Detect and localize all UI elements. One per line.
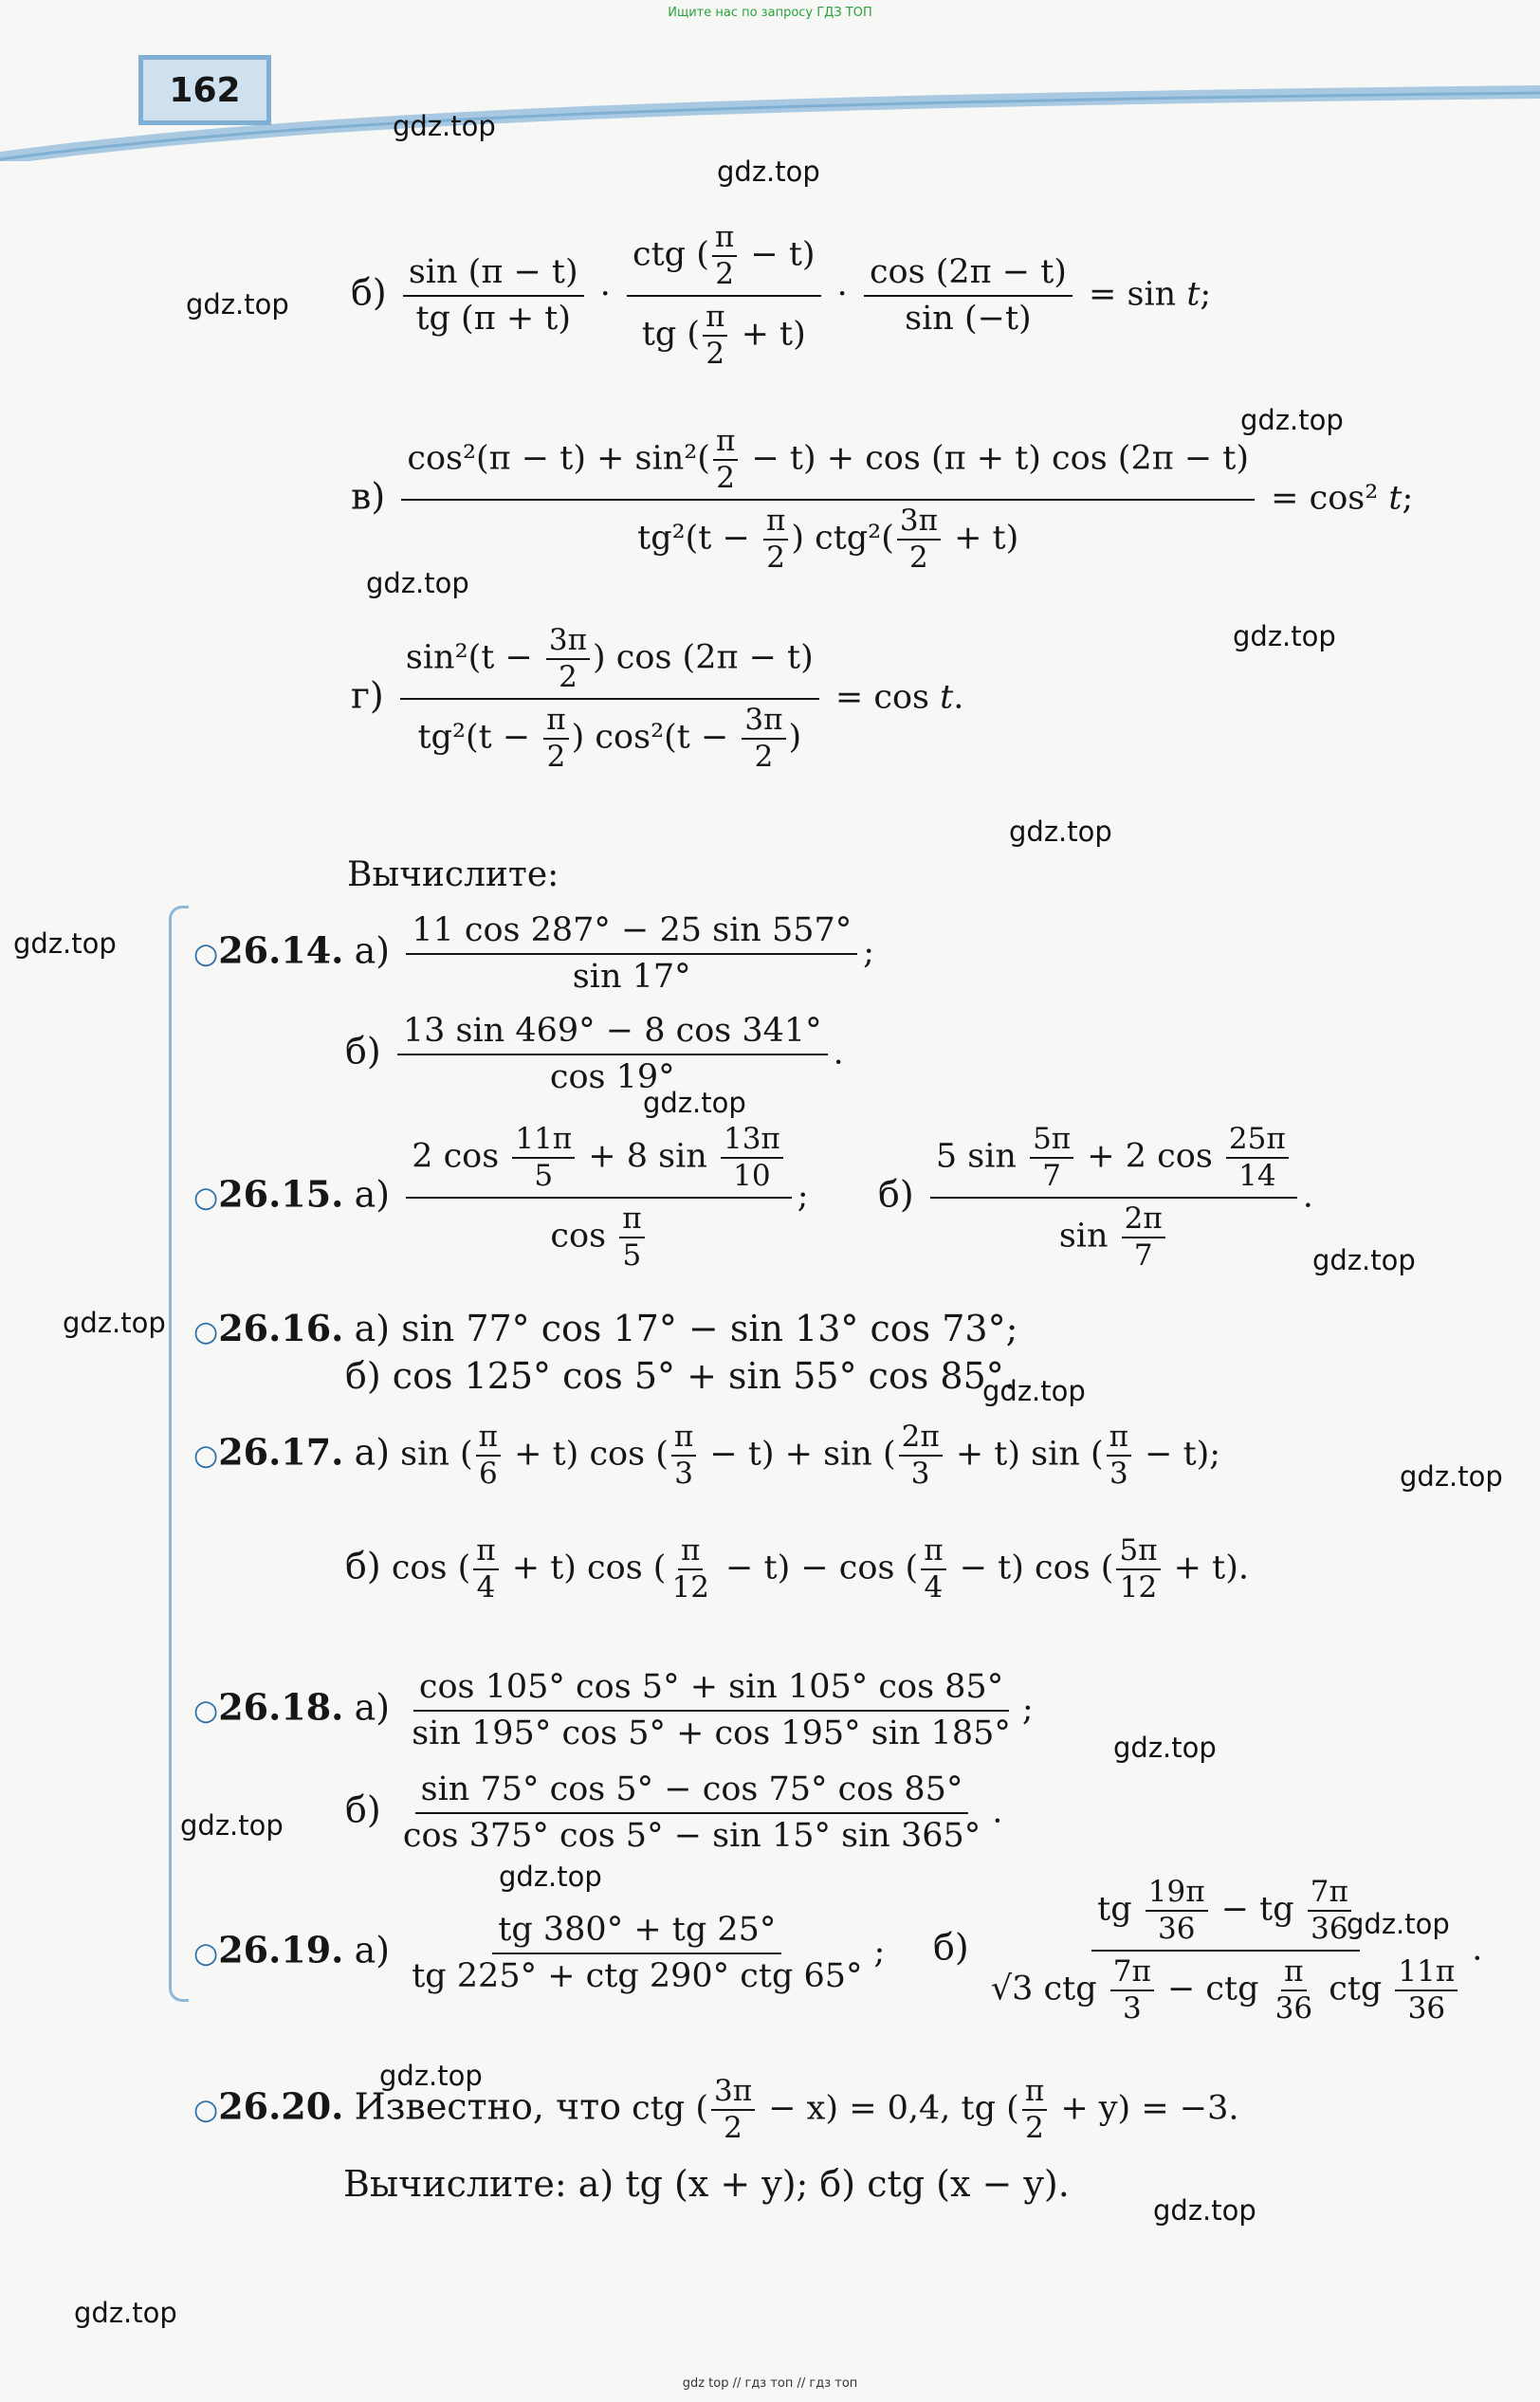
watermark: gdz.top bbox=[180, 1809, 284, 1842]
exercise-26-20-line1: ○26.20. Известно, что ctg ( $\frac{3\pi}{2}$ − x) = 0,4, tg ( $\frac{\pi}{2}$ + y) = −3. bbox=[193, 2074, 1239, 2145]
watermark: gdz.top bbox=[74, 2297, 177, 2329]
page-number: 162 bbox=[138, 55, 271, 125]
watermark: gdz.top bbox=[1240, 404, 1344, 436]
watermark: gdz.top bbox=[1347, 1908, 1450, 1940]
exercise-prev-b: б) $\frac{\sin (\pi - t)}{tg (\pi + t)}$ · ctg ( $\frac{\pi}{2}$ − t) tg ( $\frac{\pi}{2}$ + t) · $\frac{\cos (2\pi - t)}{\sin (-t)}$ = sin t; bbox=[351, 220, 1212, 371]
exercise-26-17-a: ○26.17. а) sin ( $\frac{\pi}{6}$ + t) cos ( $\frac{\pi}{3}$ − t) + sin ( $\frac{2\pi}{3}$ + t) sin ( $\frac{\pi}{3}$ − t); bbox=[193, 1420, 1221, 1491]
watermark: gdz.top bbox=[13, 927, 117, 960]
exercise-26-17-b: б) cos ( $\frac{\pi}{4}$ + t) cos ( $\frac{\pi}{12}$ − t) − cos ( $\frac{\pi}{4}$ − t) cos ( $\frac{5\pi}{12}$ + t). bbox=[345, 1533, 1249, 1604]
top-note: Ищите нас по запросу ГДЗ ТОП bbox=[668, 6, 872, 20]
exercise-26-16-b: б) cos 125° cos 5° + sin 55° cos 85°. bbox=[345, 1355, 1016, 1397]
section-heading: Вычислите: bbox=[347, 855, 559, 894]
exercise-26-18-a: ○26.18. а) $\frac{\cos 105^\circ \cos 5^\circ + \sin 105^\circ \cos 85^\circ}{\sin 195^\circ \cos 5^\circ + \cos 195^\circ \sin 185^\circ}$ ; bbox=[193, 1668, 1034, 1752]
exercise-26-14-b: б) $\frac{13 \sin 469^\circ - 8 \cos 341^\circ}{\cos 19^\circ}$ . bbox=[345, 1012, 844, 1096]
watermark: gdz.top bbox=[499, 1861, 602, 1893]
exercise-prev-g: г) sin²(t − $\frac{3\pi}{2}$ ) cos (2π − t) tg²(t − $\frac{\pi}{2}$ ) cos²(t − $\frac{3\pi}{2}$ ) = cos t. bbox=[351, 623, 964, 774]
watermark: gdz.top bbox=[63, 1307, 166, 1339]
watermark: gdz.top bbox=[1312, 1244, 1416, 1276]
exercise-26-18-b: б) $\frac{\sin 75^\circ \cos 5^\circ - \cos 75^\circ \cos 85^\circ}{\cos 375^\circ \cos 5^\circ - \sin 15^\circ \sin 365^\circ}$ . bbox=[345, 1770, 1003, 1855]
exercise-26-16-a: ○26.16. а) sin 77° cos 17° − sin 13° cos 73°; bbox=[193, 1307, 1018, 1349]
exercise-26-14-a: ○26.14. а) $\frac{11 \cos 287^\circ - 25 \sin 557^\circ}{\sin 17^\circ}$ ; bbox=[193, 911, 875, 996]
watermark: gdz.top bbox=[1153, 2194, 1256, 2227]
exercise-26-19-b: б) tg $\frac{19\pi}{36}$ − tg $\frac{7\pi}{36}$ √3 ctg $\frac{7\pi}{3}$ − ctg $\frac{\pi}{36}$ ctg $\frac{11\pi}{36}$ . bbox=[933, 1875, 1483, 2026]
watermark: gdz.top bbox=[1009, 816, 1112, 848]
bottom-note: gdz top // гдз топ // гдз топ bbox=[682, 2376, 858, 2391]
watermark: gdz.top bbox=[1113, 1732, 1217, 1764]
exercise-prev-v: в) cos²(π − t) + sin²( $\frac{\pi}{2}$ − t) + cos (π + t) cos (2π − t) tg²(t − $\frac{\pi}{2}$ ) ctg²( $\frac{3\pi}{2}$ + t) = cos² t; bbox=[351, 424, 1414, 575]
watermark: gdz.top bbox=[717, 156, 820, 188]
exercise-26-20-line2: Вычислите: а) tg (x + y); б) ctg (x − y). bbox=[343, 2163, 1070, 2205]
watermark: gdz.top bbox=[982, 1375, 1086, 1407]
watermark: gdz.top bbox=[393, 110, 496, 142]
exercise-26-15-a: ○26.15. а) 2 cos $\frac{11\pi}{5}$ + 8 sin $\frac{13\pi}{10}$ cos $\frac{\pi}{5}$ ; bbox=[193, 1122, 809, 1273]
watermark: gdz.top bbox=[186, 288, 289, 321]
exercise-26-19-a: ○26.19. а) $\frac{tg 380^\circ + tg 25^\circ}{\text{tg 225° + ctg 290° ctg 65°}}$ ; bbox=[193, 1911, 886, 1995]
exercise-26-15-b: б) 5 sin $\frac{5\pi}{7}$ + 2 cos $\frac{25\pi}{14}$ sin $\frac{2\pi}{7}$ . bbox=[878, 1122, 1313, 1273]
exercise-group-bracket bbox=[169, 906, 189, 2002]
watermark: gdz.top bbox=[643, 1087, 746, 1119]
watermark: gdz.top bbox=[1400, 1460, 1503, 1493]
watermark: gdz.top bbox=[1233, 620, 1336, 652]
watermark: gdz.top bbox=[366, 567, 469, 599]
watermark: gdz.top bbox=[379, 2060, 483, 2092]
